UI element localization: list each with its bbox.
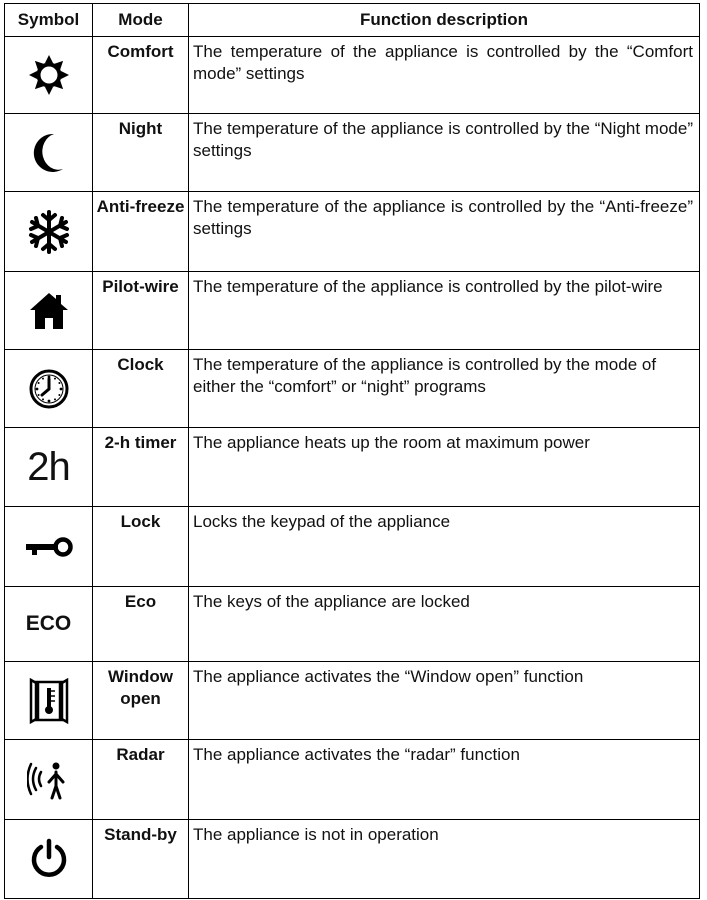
- table-row: [5, 507, 700, 587]
- description-cell: The appliance heats up the room at maximum power: [189, 428, 700, 507]
- description-cell: The appliance is not in operation: [189, 820, 700, 899]
- table-row: [5, 272, 700, 350]
- description-cell: The temperature of the appliance is controlled by the “Night mode” settings: [189, 114, 700, 192]
- symbol-cell: [5, 114, 93, 192]
- mode-cell: Window open: [93, 662, 189, 740]
- symbol-cell: [5, 37, 93, 114]
- table-row: [5, 350, 700, 428]
- symbol-cell: [5, 350, 93, 428]
- moon-icon: [28, 131, 70, 175]
- symbol-cell: [5, 662, 93, 740]
- table-row: [5, 37, 700, 114]
- mode-cell: Eco: [93, 587, 189, 662]
- symbol-cell: [5, 507, 93, 587]
- header-row: [5, 4, 700, 37]
- description-cell: The temperature of the appliance is controlled by the “Anti-freeze” settings: [189, 192, 700, 272]
- window-thermometer-icon: [29, 678, 69, 724]
- mode-cell: Radar: [93, 740, 189, 820]
- table-row: [5, 114, 700, 192]
- description-cell: The keys of the appliance are locked: [189, 587, 700, 662]
- mode-cell: Night: [93, 114, 189, 192]
- mode-cell: Stand-by: [93, 820, 189, 899]
- table-row: [5, 428, 700, 507]
- symbol-cell: [5, 740, 93, 820]
- description-cell: Locks the keypad of the appliance: [189, 507, 700, 587]
- symbol-cell: [5, 192, 93, 272]
- header-mode: Mode: [93, 4, 189, 37]
- radar-person-icon: [27, 758, 71, 802]
- header-symbol: Symbol: [5, 4, 93, 37]
- symbol-cell: [5, 428, 93, 507]
- description-cell: The appliance activates the “Window open” function: [189, 662, 700, 740]
- modes-table: [4, 3, 700, 899]
- description-cell: The appliance activates the “radar” function: [189, 740, 700, 820]
- mode-cell: Comfort: [93, 37, 189, 114]
- mode-cell: 2-h timer: [93, 428, 189, 507]
- power-icon: [28, 837, 70, 881]
- eco-icon: ECO: [25, 612, 72, 635]
- description-cell: The temperature of the appliance is controlled by the “Comfort mode” settings: [189, 37, 700, 114]
- snowflake-icon: [27, 209, 71, 255]
- table-row: [5, 587, 700, 662]
- clock-icon: [28, 368, 70, 410]
- key-icon: [24, 535, 74, 559]
- timer-2h-icon: 2h: [27, 445, 70, 489]
- mode-cell: Clock: [93, 350, 189, 428]
- mode-cell: Lock: [93, 507, 189, 587]
- header-description: Function description: [189, 4, 700, 37]
- table-row: [5, 820, 700, 899]
- table-row: [5, 662, 700, 740]
- table-row: [5, 740, 700, 820]
- symbol-cell: [5, 272, 93, 350]
- symbol-cell: [5, 587, 93, 662]
- description-cell: The temperature of the appliance is controlled by the mode of either the “comfort” or “night” programs: [189, 350, 700, 428]
- description-cell: The temperature of the appliance is controlled by the pilot-wire: [189, 272, 700, 350]
- house-icon: [28, 291, 70, 331]
- table-row: [5, 192, 700, 272]
- mode-cell: Pilot-wire: [93, 272, 189, 350]
- symbol-cell: [5, 820, 93, 899]
- sun-icon: [28, 54, 70, 96]
- mode-cell: Anti-freeze: [93, 192, 189, 272]
